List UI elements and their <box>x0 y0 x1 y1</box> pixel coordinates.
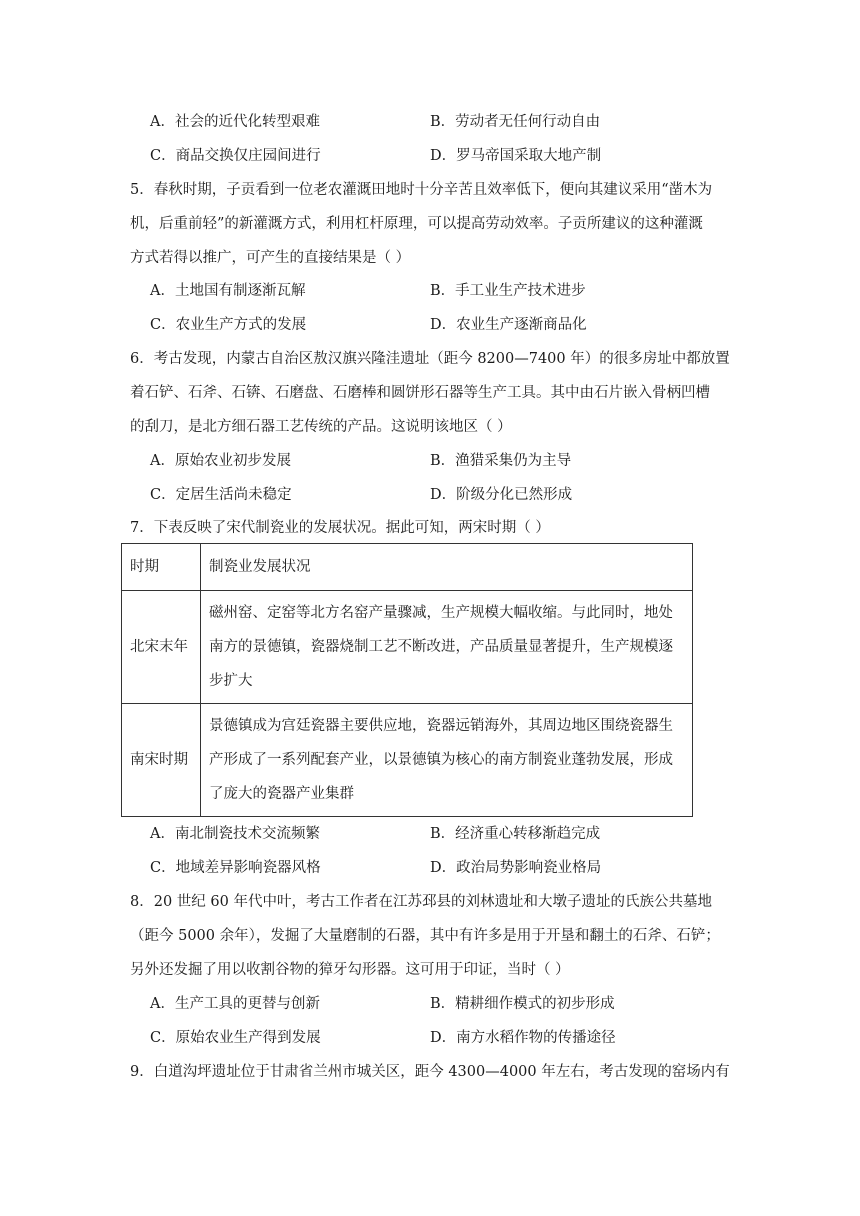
table-header-status: 制瓷业发展状况 <box>201 544 693 591</box>
q4-option-c[interactable]: C．商品交换仅庄园间进行 <box>150 148 321 164</box>
table-cell-description <box>201 704 693 817</box>
description-line: 磁州窑、定窑等北方名窑产量骤减，生产规模大幅收缩。与此同时，地处 <box>209 605 673 621</box>
table-cell-period <box>122 704 201 817</box>
q8-option-b[interactable]: B．精耕细作模式的初步形成 <box>430 996 615 1012</box>
q8-stem-line-2: （距今 5000 余年），发掘了大量磨制的石器，其中有许多是用于开垦和翻土的石斧、石铲； <box>130 928 720 944</box>
q6-option-b[interactable]: B．渔猎采集仍为主导 <box>430 453 572 469</box>
description-line: 南方的景德镇，瓷器烧制工艺不断改进，产品质量显著提升，生产规模逐 <box>209 639 673 655</box>
q4-option-a[interactable]: A．社会的近代化转型艰难 <box>150 114 320 130</box>
q7-stem: 7．下表反映了宋代制瓷业的发展状况。据此可知，两宋时期（ ） <box>130 520 550 536</box>
q7-options-row-2 <box>0 858 860 878</box>
q9-stem-line-1: 9．白道沟坪遗址位于甘肃省兰州市城关区，距今 4300—4000 年左右，考古发现的窑场内有 <box>130 1064 730 1080</box>
q4-option-b[interactable]: B．劳动者无任何行动自由 <box>430 114 601 130</box>
q6-option-a[interactable]: A．原始农业初步发展 <box>150 453 291 469</box>
q6-option-d[interactable]: D．阶级分化已然形成 <box>430 487 573 503</box>
q6-stem-line-2: 着石铲、石斧、石锛、石磨盘、石磨棒和圆饼形石器等生产工具。其中由石片嵌入骨柄凹槽 <box>130 385 710 401</box>
q5-options-row-1 <box>0 281 860 301</box>
description-line: 了庞大的瓷器产业集群 <box>209 786 354 802</box>
period-label: 北宋末年 <box>130 639 188 655</box>
table-cell-period <box>122 591 201 704</box>
q6-stem-line-3: 的刮刀，是北方细石器工艺传统的产品。这说明该地区（ ） <box>130 419 512 435</box>
q7-option-c[interactable]: C．地域差异影响瓷器风格 <box>150 860 321 876</box>
description-line: 产形成了一系列配套产业，以景德镇为核心的南方制瓷业蓬勃发展，形成 <box>209 752 673 768</box>
q5-option-a[interactable]: A．土地国有制逐渐瓦解 <box>150 283 306 299</box>
q5-stem-line-2: 机，后重前轻”的新灌溉方式，利用杠杆原理，可以提高劳动效率。子贡所建议的这种灌溉 <box>130 216 703 232</box>
description-line: 景德镇成为宫廷瓷器主要供应地，瓷器远销海外，其周边地区围绕瓷器生 <box>209 718 673 734</box>
q7-option-a[interactable]: A．南北制瓷技术交流频繁 <box>150 826 320 842</box>
q4-options-row-2 <box>0 146 860 166</box>
q7-option-b[interactable]: B．经济重心转移渐趋完成 <box>430 826 601 842</box>
q8-option-c[interactable]: C．原始农业生产得到发展 <box>150 1030 321 1046</box>
q8-stem-line-3: 另外还发掘了用以收割谷物的獐牙勾形器。这可用于印证，当时（ ） <box>130 962 570 978</box>
q4-option-d[interactable]: D．罗马帝国采取大地产制 <box>430 148 602 164</box>
q7-table <box>121 543 693 817</box>
q8-options-row-1 <box>0 994 860 1014</box>
table-cell-description <box>201 591 693 704</box>
table-header-row <box>122 544 693 591</box>
q5-stem-line-1: 5．春秋时期，子贡看到一位老农灌溉田地时十分辛苦且效率低下，便向其建议采用“凿木为 <box>130 182 713 198</box>
q5-option-c[interactable]: C．农业生产方式的发展 <box>150 317 307 333</box>
q6-option-c[interactable]: C．定居生活尚未稳定 <box>150 487 292 503</box>
q7-options-row-1 <box>0 824 860 844</box>
q7-option-d[interactable]: D．政治局势影响瓷业格局 <box>430 860 602 876</box>
table-header-period: 时期 <box>122 544 201 591</box>
q8-stem-line-1: 8．20 世纪 60 年代中叶，考古工作者在江苏邳县的刘林遗址和大墩子遗址的氏族公共墓地 <box>130 894 712 910</box>
q4-options-row-1 <box>0 112 860 132</box>
table-row <box>122 591 693 704</box>
q6-stem-line-1: 6．考古发现，内蒙古自治区敖汉旗兴隆洼遗址（距今 8200—7400 年）的很多房址中都放置 <box>130 351 730 367</box>
q8-options-row-2 <box>0 1028 860 1048</box>
q6-options-row-1 <box>0 451 860 471</box>
q5-option-b[interactable]: B．手工业生产技术进步 <box>430 283 586 299</box>
period-label: 南宋时期 <box>130 752 188 768</box>
q6-options-row-2 <box>0 485 860 505</box>
q8-option-a[interactable]: A．生产工具的更替与创新 <box>150 996 320 1012</box>
q8-option-d[interactable]: D．南方水稻作物的传播途径 <box>430 1030 616 1046</box>
description-line: 步扩大 <box>209 673 253 689</box>
q5-option-d[interactable]: D．农业生产逐渐商品化 <box>430 317 587 333</box>
q5-options-row-2 <box>0 315 860 335</box>
q5-stem-line-3: 方式若得以推广，可产生的直接结果是（ ） <box>130 250 411 266</box>
table-row <box>122 704 693 817</box>
